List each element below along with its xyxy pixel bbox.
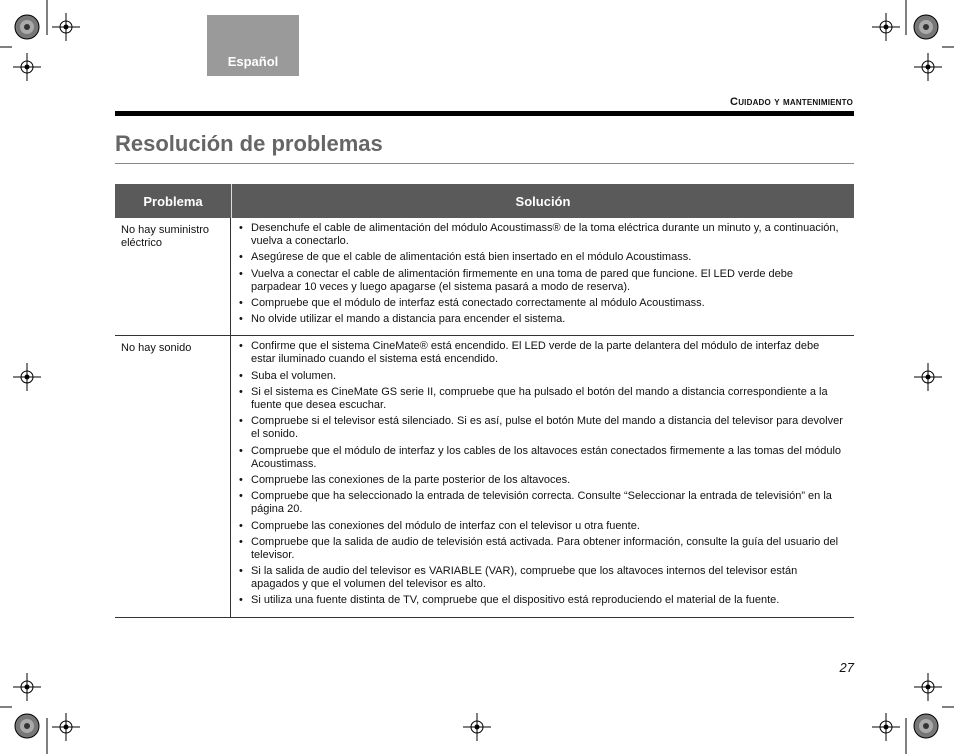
table-row [115, 336, 854, 617]
solution-item: • Suba el volumen. [237, 370, 846, 383]
section-header: Cuidado y mantenimiento [730, 96, 853, 108]
header-rule [115, 111, 854, 116]
solution-item: • Compruebe que ha seleccionado la entrada de televisión correcta. Consulte “Seleccionar la entrada de televisión” en la página 20. [237, 490, 846, 516]
solution-item: • Vuelva a conectar el cable de alimentación firmemente en una toma de pared que funcione. El LED verde debe parpadear 10 veces y luego apagarse (el sistema pasará a modo de reserva). [237, 268, 846, 294]
solution-cell [231, 218, 854, 335]
header-problem: Problema [115, 184, 232, 218]
language-tab: Español [207, 15, 299, 76]
solution-item: • Asegúrese de que el cable de alimentación está bien insertado en el módulo Acoustimass. [237, 251, 846, 264]
solution-item: • Compruebe las conexiones de la parte posterior de los altavoces. [237, 474, 846, 487]
table-row [115, 218, 854, 336]
header-solution: Solución [515, 193, 571, 209]
solution-cell [231, 336, 854, 616]
page-title: Resolución de problemas [115, 131, 383, 156]
solution-item: • Compruebe que la salida de audio de televisión está activada. Para obtener información, consulte la guía del usuario del televisor. [237, 536, 846, 562]
solution-item: • Compruebe las conexiones del módulo de interfaz con el televisor u otra fuente. [237, 520, 846, 533]
solution-item: • Si el sistema es CineMate GS serie II, compruebe que ha pulsado el botón del mando a distancia correspondiente a la fuente que desea escuchar. [237, 386, 846, 412]
solution-item: • No olvide utilizar el mando a distancia para encender el sistema. [237, 313, 846, 326]
solution-item: • Compruebe que el módulo de interfaz y los cables de los altavoces están conectados firmemente a las tomas del módulo Acoustimass. [237, 445, 846, 471]
solution-item: • Desenchufe el cable de alimentación del módulo Acoustimass® de la toma eléctrica durante un minuto y, a continuación, vuelva a conectarlo. [237, 222, 846, 248]
solution-item: • Confirme que el sistema CineMate® está encendido. El LED verde de la parte delantera del módulo de interfaz debe estar iluminado cuando el sistema está encendido. [237, 340, 846, 366]
solution-item: • Compruebe que el módulo de interfaz está conectado correctamente al módulo Acoustimass. [237, 297, 846, 310]
title-rule [115, 163, 854, 164]
table-header [115, 184, 854, 218]
solution-item: • Si la salida de audio del televisor es VARIABLE (VAR), compruebe que los altavoces internos del televisor están apagados y que el volumen del televisor es alto. [237, 565, 846, 591]
solution-item: • Compruebe si el televisor está silenciado. Si es así, pulse el botón Mute del mando a distancia del televisor para devolver el sonido. [237, 415, 846, 441]
page-number: 27 [839, 660, 854, 675]
troubleshooting-table [115, 184, 854, 618]
problem-cell: No hay sonido [115, 336, 231, 616]
problem-cell: No hay suministro eléctrico [115, 218, 231, 335]
solution-item: • Si utiliza una fuente distinta de TV, compruebe que el dispositivo está reproduciendo el material de la fuente. [237, 594, 846, 607]
